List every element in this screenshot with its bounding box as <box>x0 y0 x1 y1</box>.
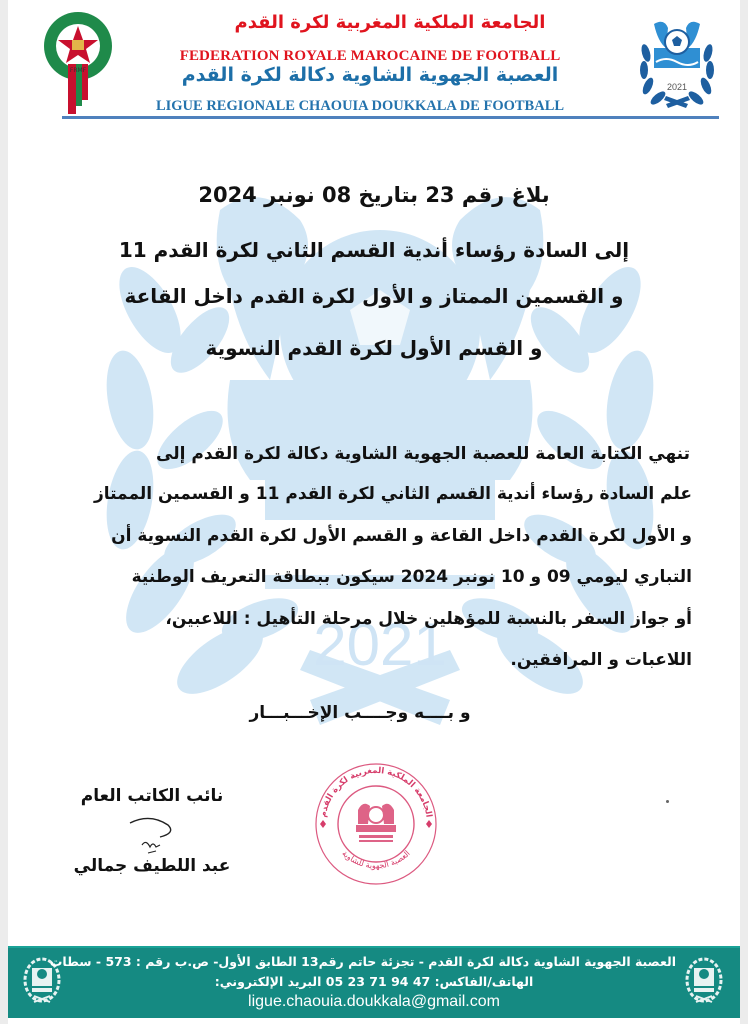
svg-text:العصبة الجهوية للشاوية <box>340 849 412 871</box>
league-name-arabic: العصبة الجهوية الشاوية دكالة لكرة القدم <box>181 64 559 86</box>
watermark-year: 2021 <box>313 611 447 678</box>
header-divider <box>62 116 719 119</box>
signatory-name: عبد اللطيف جمالي <box>73 856 231 876</box>
footer-bar <box>8 946 740 1018</box>
handwritten-signature <box>120 815 180 860</box>
stamp-inner-text: العصبة الجهوية للشاوية <box>340 848 412 871</box>
body-line: اللاعبات و المرافقين. <box>510 650 692 670</box>
footer-league-logo-right <box>684 956 724 1008</box>
footer-phone-line: الهاتف/الفاكس: 47 94 71 23 05 البريد الإلكتروني: <box>214 974 534 989</box>
communique-title: بلاغ رقم 23 بتاريخ 08 نونبر 2024 <box>198 183 550 207</box>
body-line: و الأول لكرة القدم داخل القاعة و القسم الأول لكرة القدم النسوية أن <box>111 526 692 546</box>
federation-name-arabic: الجامعة الملكية المغربية لكرة القدم <box>234 12 546 33</box>
recipient-line: و القسمين الممتاز و الأول لكرة القدم داخل القاعة <box>124 284 624 308</box>
frmf-logo-text: FRMF <box>69 67 87 74</box>
league-logo <box>636 18 718 110</box>
body-line: علم السادة رؤساء أندية القسم الثاني لكرة القدم 11 و القسمين الممتاز <box>93 484 692 504</box>
scan-edge-right <box>740 0 748 1024</box>
body-line: التباري ليومي 09 و 10 نونبر 2024 سيكون ببطاقة التعريف الوطنية <box>131 567 692 587</box>
frmf-logo <box>42 10 114 118</box>
official-stamp <box>312 760 440 888</box>
closing-formula: و بــــه وجــــب الإخـــبـــار <box>249 703 471 723</box>
footer-email-link[interactable]: ligue.chaouia.doukkala@gmail.com <box>248 993 500 1010</box>
stamp-outer-text: الجامعة الملكية المغربية لكرة القدم <box>318 765 434 819</box>
recipient-line: و القسم الأول لكرة القدم النسوية <box>205 336 543 360</box>
league-logo-year: 2021 <box>666 82 688 92</box>
recipient-line: إلى السادة رؤساء أندية القسم الثاني لكرة القدم 11 <box>118 238 630 262</box>
stray-mark <box>666 800 669 803</box>
scan-edge-left <box>0 0 8 1024</box>
league-name-french: LIGUE REGIONALE CHAOUIA DOUKKALA DE FOOTBALL <box>155 98 565 114</box>
signatory-title: نائب الكاتب العام <box>80 786 224 806</box>
stamp-inner-text-layer <box>312 760 440 888</box>
footer-address: العصبة الجهوية الشاوية دكالة لكرة القدم - تجزئة حاتم رقم13 الطابق الأول- ص.ب رقم : 573 - سطات <box>49 954 676 969</box>
body-line: أو جواز السفر بالنسبة للمؤهلين خلال مرحلة التأهيل : اللاعبين، <box>165 609 692 629</box>
federation-name-french: FEDERATION ROYALE MAROCAINE DE FOOTBALL <box>179 48 561 64</box>
body-line: تنهي الكتابة العامة للعصبة الجهوية الشاوية دكالة لكرة القدم إلى <box>156 444 690 464</box>
